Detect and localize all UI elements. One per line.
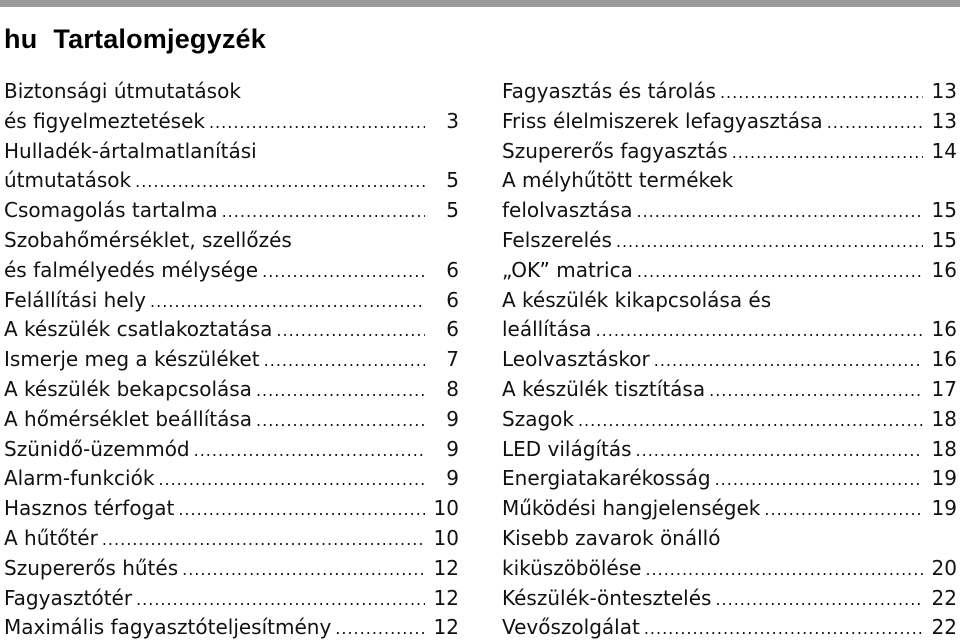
dot-leader (827, 107, 923, 138)
toc-entry-page-number: 5 (446, 198, 459, 223)
dot-leader (636, 196, 923, 227)
toc-entry[interactable] (502, 405, 957, 435)
toc-entry-label: Maximális fagyasztóteljesítmény (4, 615, 332, 640)
toc-entry-page-number: 8 (446, 376, 459, 401)
toc-entry-label: és figyelmeztetések (4, 108, 205, 133)
toc-entry-page-number: 6 (446, 287, 459, 312)
dot-leader (654, 345, 923, 376)
dot-leader (194, 435, 425, 466)
dot-leader (256, 375, 425, 406)
toc-entry[interactable] (4, 613, 459, 643)
toc-entry-page-number: 14 (931, 138, 957, 163)
toc-entry-label: A készülék bekapcsolása (4, 376, 252, 401)
toc-entry-page-number: 19 (931, 466, 957, 491)
toc-entry[interactable] (502, 77, 957, 107)
page-title (4, 22, 266, 56)
toc-entry[interactable] (502, 196, 957, 226)
toc-entry-label: útmutatások (4, 168, 132, 193)
dot-leader (715, 584, 923, 615)
toc-entry (4, 77, 459, 107)
toc-entry-label: A készülék kikapcsolása és (502, 287, 772, 312)
toc-entry-label: A hűtőtér (4, 525, 98, 550)
toc-entry-label: Felszerelés (502, 227, 612, 252)
toc-entry[interactable] (4, 107, 459, 137)
toc-entry[interactable] (4, 405, 459, 435)
toc-entry[interactable] (4, 494, 459, 524)
dot-leader (715, 464, 923, 495)
toc-entry (4, 137, 459, 167)
dot-leader (616, 226, 923, 257)
toc-entry-label: leállítása (502, 317, 592, 342)
toc-entry[interactable] (502, 107, 957, 137)
toc-entry (502, 166, 957, 196)
toc-entry-label: Szobahőmérséklet, szellőzés (4, 227, 292, 252)
toc-entry-page-number: 16 (931, 257, 957, 282)
dot-leader (102, 524, 425, 555)
toc-entry-page-number: 13 (931, 108, 957, 133)
toc-entry-page-number: 20 (931, 555, 957, 580)
toc-entry-label: Fagyasztótér (4, 585, 133, 610)
toc-entry-page-number: 9 (446, 406, 459, 431)
toc-entry-page-number: 15 (931, 227, 957, 252)
language-code: hu (4, 24, 38, 54)
toc-entry[interactable] (502, 226, 957, 256)
toc-entry[interactable] (4, 196, 459, 226)
toc-entry-label: Vevőszolgálat (502, 615, 640, 640)
dot-leader (222, 196, 425, 227)
toc-entry-label: Szupererős fagyasztás (502, 138, 728, 163)
toc-entry-page-number: 6 (446, 317, 459, 342)
toc-entry[interactable] (4, 256, 459, 286)
toc-entry[interactable] (502, 345, 957, 375)
toc-entry-label: Csomagolás tartalma (4, 198, 218, 223)
dot-leader (578, 405, 923, 436)
toc-entry[interactable] (502, 435, 957, 465)
toc-entry-label: Működési hangjelenségek (502, 496, 761, 521)
toc-entry-label: Fagyasztás és tárolás (502, 79, 716, 103)
toc-entry-label: A mélyhűtött termékek (502, 168, 734, 193)
toc-entry-page-number: 12 (433, 585, 459, 610)
toc-entry-label: Szagok (502, 406, 574, 431)
dot-leader (135, 166, 425, 197)
toc-entry-label: Hasznos térfogat (4, 496, 175, 521)
dot-leader (335, 613, 425, 644)
dot-leader (709, 375, 923, 406)
toc-entry-page-number: 10 (433, 525, 459, 550)
toc-entry-page-number: 3 (446, 108, 459, 133)
dot-leader (637, 256, 923, 287)
toc-entry[interactable] (502, 375, 957, 405)
title-text: Tartalomjegyzék (53, 24, 266, 54)
toc-entry-label: Felállítási hely (4, 287, 147, 312)
toc-entry[interactable] (502, 554, 957, 584)
toc-entry[interactable] (502, 256, 957, 286)
dot-leader (136, 584, 425, 615)
toc-entry (4, 226, 459, 256)
dot-leader (732, 137, 923, 168)
toc-entry-page-number: 10 (433, 496, 459, 521)
toc-entry-label: LED világítás (502, 436, 632, 461)
toc-entry-label: Alarm-funkciók (4, 466, 155, 491)
top-rule (0, 0, 960, 7)
toc-entry-label: Biztonsági útmutatások (4, 79, 241, 103)
toc-entry[interactable] (4, 286, 459, 316)
dot-leader (596, 315, 923, 346)
toc-entry-page-number: 5 (446, 168, 459, 193)
toc-entry[interactable] (502, 494, 957, 524)
dot-leader (764, 494, 923, 525)
toc-entry[interactable] (4, 375, 459, 405)
toc-column-right (502, 77, 957, 643)
toc-entry-label: A hőmérséklet beállítása (4, 406, 253, 431)
dot-leader (264, 345, 425, 376)
dot-leader (720, 77, 923, 108)
toc-entry-label: Hulladék-ártalmatlanítási (4, 138, 257, 163)
toc-entry[interactable] (502, 315, 957, 345)
toc-entry-page-number: 6 (446, 257, 459, 282)
toc-entry-label: Szupererős hűtés (4, 555, 179, 580)
dot-leader (262, 256, 425, 287)
dot-leader (645, 554, 923, 585)
toc-entry-label: Energiatakarékosság (502, 466, 711, 491)
dot-leader (178, 494, 425, 525)
toc-entry[interactable] (4, 315, 459, 345)
toc-entry-page-number: 9 (446, 436, 459, 461)
toc-entry-page-number: 15 (931, 198, 957, 223)
toc-entry-page-number: 19 (931, 496, 957, 521)
toc-entry-label: Ismerje meg a készüléket (4, 347, 260, 372)
toc-entry-label: Leolvasztáskor (502, 347, 650, 372)
toc-entry-label: Készülék-öntesztelés (502, 585, 712, 610)
dot-leader (256, 405, 425, 436)
dot-leader (182, 554, 425, 585)
toc-entry-label: A készülék tisztítása (502, 376, 706, 401)
toc-entry-page-number: 17 (931, 376, 957, 401)
toc-entry-label: Friss élelmiszerek lefagyasztása (502, 108, 823, 133)
toc-entry[interactable] (502, 137, 957, 167)
toc-entry[interactable] (4, 524, 459, 554)
toc-entry[interactable] (4, 464, 459, 494)
toc-entry-page-number: 22 (931, 615, 957, 640)
toc-column-left (4, 77, 459, 643)
dot-leader (276, 315, 425, 346)
toc-entry[interactable] (502, 584, 957, 614)
toc-entry-label: „OK” matrica (502, 257, 633, 282)
toc-entry[interactable] (4, 554, 459, 584)
dot-leader (644, 613, 923, 644)
toc-entry-label: és falmélyedés mélysége (4, 257, 259, 282)
toc-entry[interactable] (4, 584, 459, 614)
toc-entry[interactable] (4, 345, 459, 375)
toc-entry-label: kiküszöbölése (502, 555, 642, 580)
toc-entry-page-number: 7 (446, 347, 459, 372)
toc-entry[interactable] (4, 435, 459, 465)
dot-leader (158, 464, 425, 495)
toc-entry-page-number: 16 (931, 317, 957, 342)
toc-entry-page-number: 13 (931, 79, 957, 103)
toc-entry-page-number: 9 (446, 466, 459, 491)
dot-leader (636, 435, 923, 466)
toc-entry-page-number: 12 (433, 615, 459, 640)
toc-entry-label: Kisebb zavarok önálló (502, 525, 721, 550)
toc-entry[interactable] (4, 166, 459, 196)
toc-entry-page-number: 22 (931, 585, 957, 610)
toc-entry[interactable] (502, 613, 957, 643)
toc-entry-label: A készülék csatlakoztatása (4, 317, 273, 342)
toc-entry-page-number: 18 (931, 406, 957, 431)
toc-entry-page-number: 16 (931, 347, 957, 372)
toc-entry-page-number: 18 (931, 436, 957, 461)
dot-leader (150, 286, 425, 317)
toc-entry-label: Szünidő-üzemmód (4, 436, 190, 461)
toc-entry-label: felolvasztása (502, 198, 633, 223)
dot-leader (209, 107, 425, 138)
toc-entry-page-number: 12 (433, 555, 459, 580)
toc-entry (502, 524, 957, 554)
toc-entry (502, 286, 957, 316)
toc-entry[interactable] (502, 464, 957, 494)
